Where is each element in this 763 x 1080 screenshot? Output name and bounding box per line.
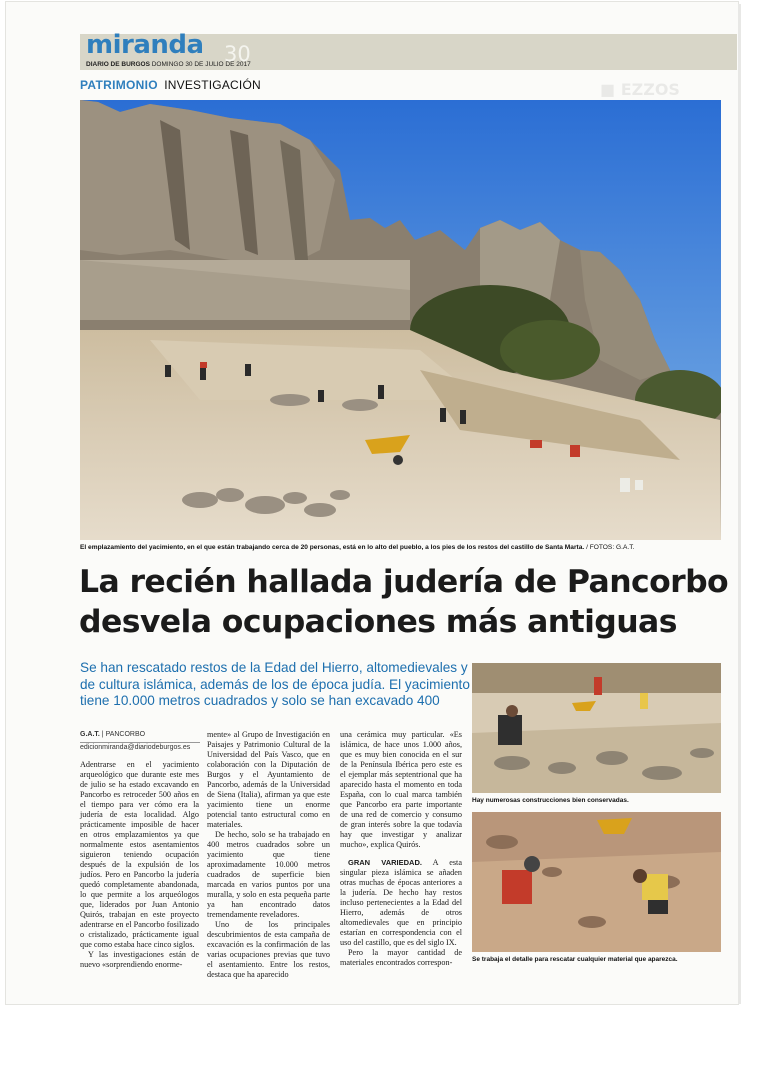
- side-photo-2-caption: Se trabaja el detalle para rescatar cualquier material que aparezca.: [472, 956, 678, 963]
- side-photo-1-caption: Hay numerosas construcciones bien conservadas.: [472, 797, 629, 804]
- byline: G.A.T. | PANCORBO edicionmiranda@diariodeburgos.es: [80, 730, 200, 753]
- byline-email[interactable]: edicionmiranda@diariodeburgos.es: [80, 744, 191, 751]
- body-paragraph: mente» al Grupo de Investigación en Paisajes y Patrimonio Cultural de la Universidad del País Vasco, que en colaboración con la Diputación de Burgos y el Ayuntamiento de Pancorbo, además de la Universidad de Siena (Italia), afirman ya que este yacimiento tiene un enorme potencial tanto estructural como en materiales.: [207, 730, 330, 829]
- body-paragraph: Pero la mayor cantidad de materiales encontrados correspon-: [340, 948, 462, 967]
- subhead-label: GRAN VARIEDAD.: [348, 858, 422, 867]
- body-column-3: [340, 730, 462, 968]
- main-caption-text: El emplazamiento del yacimiento, en el que están trabajando cerca de 20 personas, está en lo alto del pueblo, a los pies de los restos del castillo de Santa Marta.: [80, 544, 585, 551]
- headline-line-2: desvela ocupaciones más antiguas: [79, 604, 677, 640]
- body-text: A esta singular pieza islámica se añaden otras muchas de épocas anteriores a la judería. De hecho hay restos incluso pertenecientes a la Edad del Hierro, además de otros altomedievales que en principio estarían en correspondencia con el uso del castillo, que es del siglo IX.: [340, 858, 462, 947]
- publication-name: DIARIO DE BURGOS: [86, 61, 150, 68]
- standfirst: Se han rescatado restos de la Edad del Hierro, altomedievales y de cultura islámica, además de los de época judía. El yacimiento tiene 10.000 metros cuadrados y solo se han excavado 400: [80, 660, 470, 708]
- body-paragraph: Uno de los principales descubrimientos de esta campaña de excavación es la confirmación de las varias ocupaciones previas que tuvo el asentamiento. Entre los restos, destaca que ha aparecido: [207, 920, 330, 979]
- body-paragraph: Adentrarse en el yacimiento arqueológico que durante este mes de julio se ha estado excavando en Pancorbo es retroceder 500 años en el tiempo para ver cómo era la judería de esta localidad. Algo prácticamente imposible de hacer en otros emplazamientos ya que normalmente estos asentamientos siguieron teniendo ocupación después de la expulsión de los judíos. Pero en Pancorbo la judería quedó completamente abandonada, lo que permite a los arqueólogos que, liderados por Juan Antonio Quirós, trabajan en este proyecto adentrarse en el Pancorbo fosilizado o cristalizado, prácticamente igual que como estaba hace cinco siglos.: [80, 760, 199, 949]
- side-photo-detail-work: [472, 812, 721, 952]
- main-photo-excavation-site: [80, 100, 721, 540]
- body-paragraph-subhead: [340, 858, 462, 948]
- publication-date: DOMINGO 30 DE JULIO DE 2017: [151, 61, 251, 68]
- section-category: PATRIMONIO: [80, 78, 158, 92]
- page-number: 30: [224, 42, 251, 66]
- detail-work-illustration: [472, 812, 721, 952]
- byline-author: G.A.T.: [80, 731, 100, 738]
- headline-line-1: La recién hallada judería de Pancorbo: [79, 564, 729, 600]
- section-subcategory: INVESTIGACIÓN: [164, 78, 261, 92]
- byline-location: PANCORBO: [105, 731, 146, 738]
- excavation-landscape-illustration: [80, 100, 721, 540]
- reverse-side-bleed: ■ EZZOS: [600, 80, 680, 99]
- main-photo-caption: [80, 543, 730, 552]
- body-paragraph: Y las investigaciones están de nuevo «sorprendiendo enorme-: [80, 950, 199, 969]
- side-photo-constructions: [472, 663, 721, 793]
- body-paragraph: una cerámica muy particular. «Es islámica, de hace unos 1.000 años, que es muy bien conocida en el sur de la Península Ibérica pero este es el ejemplar más septentrional que ha aparecido hasta el momento en toda España, con lo cual marca también que Pancorbo era parte importante de una red de comercio y consumo de gran interés sobre la que todavía hay que investigar y analizar mucho», explica Quirós.: [340, 730, 462, 849]
- masthead-title: miranda: [86, 30, 204, 60]
- photo-credit: / FOTOS: G.A.T.: [586, 544, 635, 551]
- section-label: [80, 78, 261, 92]
- body-column-1: [80, 760, 199, 970]
- masthead-subline: [86, 61, 251, 68]
- body-paragraph: De hecho, solo se ha trabajado en 400 metros cuadrados sobre un yacimiento que tiene aproximadamente 10.000 metros cuadrados de superficie bien marcada en varios puntos por una muralla, y solo en esta pequeña parte ya han encontrado datos tremendamente reveladores.: [207, 830, 330, 919]
- page-edge-shadow: [738, 4, 741, 1004]
- constructions-illustration: [472, 663, 721, 793]
- headline: [79, 562, 734, 642]
- body-column-2: [207, 730, 330, 980]
